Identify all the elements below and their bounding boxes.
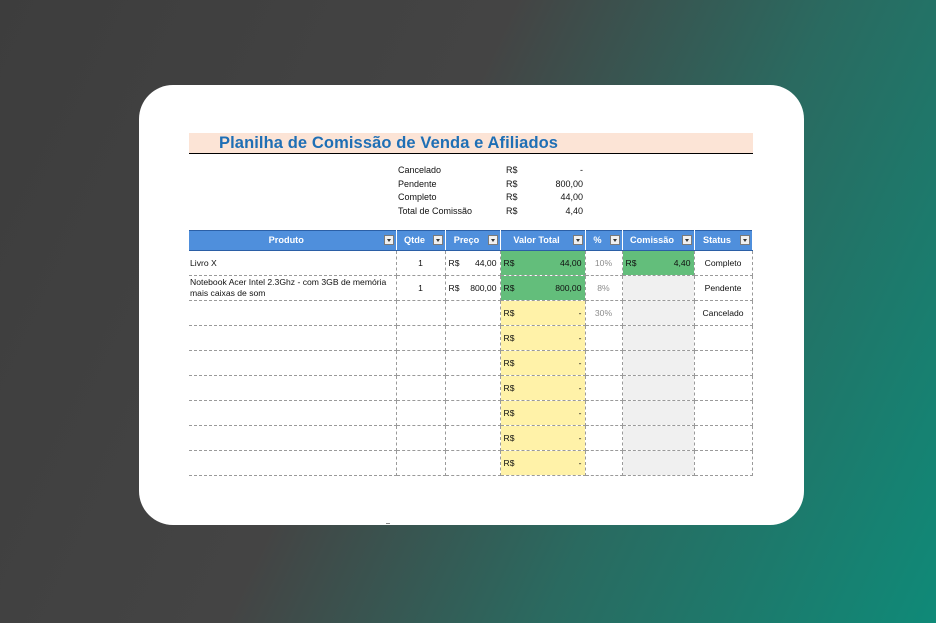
amount: 44,00 <box>474 258 497 268</box>
cell-produto[interactable] <box>189 326 396 351</box>
cell-produto[interactable] <box>189 276 396 301</box>
cell-percent[interactable] <box>585 301 622 326</box>
cell-status[interactable] <box>694 351 752 376</box>
currency-symbol: R$ <box>503 258 515 268</box>
cell-qtde[interactable] <box>396 301 445 326</box>
header-row <box>189 231 752 251</box>
cell-produto[interactable] <box>189 451 396 476</box>
column-header-label: Comissão <box>630 235 674 245</box>
cell-comissao[interactable] <box>622 401 694 426</box>
cell-status[interactable] <box>694 326 752 351</box>
table-row <box>189 401 752 426</box>
cell-comissao[interactable] <box>622 376 694 401</box>
title-bar <box>189 133 753 154</box>
currency-symbol: R$ <box>448 258 460 268</box>
currency-value <box>504 433 582 443</box>
cell-status[interactable] <box>694 401 752 426</box>
summary-currency: R$ <box>506 178 518 189</box>
summary-currency: R$ <box>506 165 518 175</box>
cell-status[interactable] <box>694 301 752 326</box>
dropdown-filter-icon[interactable] <box>573 235 583 245</box>
amount: - <box>578 333 582 343</box>
column-header-label: Qtde <box>404 235 425 245</box>
currency-symbol: R$ <box>503 383 515 393</box>
cell-percent[interactable] <box>585 451 622 476</box>
currency-value <box>626 258 691 268</box>
column-header-label: Status <box>702 235 732 245</box>
cell-valor-total[interactable] <box>500 351 585 376</box>
cell-comissao[interactable] <box>622 276 694 301</box>
cell-preco[interactable] <box>445 426 500 451</box>
column-header-valor-total[interactable] <box>500 231 585 251</box>
cell-comissao[interactable] <box>622 451 694 476</box>
summary-row-cancelado <box>398 165 583 179</box>
cell-percent[interactable] <box>585 376 622 401</box>
cell-percent[interactable] <box>585 326 622 351</box>
amount: 800,00 <box>470 283 497 293</box>
amount: - <box>578 383 582 393</box>
cell-produto[interactable] <box>189 251 396 276</box>
currency-value <box>504 308 582 318</box>
cell-valor-total[interactable] <box>500 276 585 301</box>
currency-symbol: R$ <box>503 358 515 368</box>
cell-comissao[interactable] <box>622 251 694 276</box>
currency-symbol: R$ <box>503 458 515 468</box>
cell-percent[interactable] <box>585 276 622 301</box>
amount: - <box>578 358 582 368</box>
column-header-label: Preço <box>453 235 480 245</box>
summary-currency: R$ <box>506 192 518 202</box>
cell-valor-total[interactable] <box>500 251 585 276</box>
table-row <box>189 276 752 301</box>
currency-value <box>449 283 497 293</box>
cell-preco[interactable] <box>445 451 500 476</box>
percent: 8% <box>597 283 610 293</box>
summary-row-pendente <box>398 179 583 193</box>
cell-comissao[interactable] <box>622 326 694 351</box>
column-header-label: Valor Total <box>513 235 560 245</box>
cell-comissao[interactable] <box>622 426 694 451</box>
currency-symbol: R$ <box>503 433 515 443</box>
currency-value <box>504 283 582 293</box>
amount: - <box>578 433 582 443</box>
dropdown-filter-icon[interactable] <box>384 235 394 245</box>
amount: 800,00 <box>555 283 582 293</box>
column-header-status[interactable] <box>694 231 752 251</box>
summary-value: - <box>580 165 583 175</box>
amount: 44,00 <box>559 258 582 268</box>
product-name: Livro X <box>190 258 217 268</box>
summary-row-completo <box>398 192 583 206</box>
currency-value <box>504 383 582 393</box>
cell-status[interactable] <box>694 276 752 301</box>
column-header-preco[interactable] <box>445 231 500 251</box>
summary-value: 800,00 <box>555 178 583 189</box>
quantity: 1 <box>418 283 423 293</box>
summary-label: Cancelado <box>398 165 442 175</box>
dropdown-filter-icon[interactable] <box>682 235 692 245</box>
currency-symbol: R$ <box>503 308 515 318</box>
currency-value <box>504 408 582 418</box>
cell-qtde[interactable] <box>396 251 445 276</box>
cell-valor-total[interactable] <box>500 401 585 426</box>
currency-value <box>449 258 497 268</box>
cell-valor-total[interactable] <box>500 326 585 351</box>
commission-table <box>189 230 753 476</box>
status-text: Pendente <box>704 283 742 293</box>
cell-valor-total[interactable] <box>500 426 585 451</box>
cell-percent[interactable] <box>585 426 622 451</box>
amount: - <box>578 458 582 468</box>
cell-preco[interactable] <box>445 401 500 426</box>
cell-produto[interactable] <box>189 401 396 426</box>
cell-valor-total[interactable] <box>500 451 585 476</box>
cell-produto[interactable] <box>189 376 396 401</box>
column-header-label: Produto <box>268 235 304 245</box>
cell-preco[interactable] <box>445 326 500 351</box>
cell-produto[interactable] <box>189 351 396 376</box>
amount: 4,40 <box>673 258 691 268</box>
cell-preco[interactable] <box>445 301 500 326</box>
product-name: Notebook Acer Intel 2.3Ghz - com 3GB de memória mais caixas de som <box>190 277 387 298</box>
summary-label: Total de Comissão <box>398 205 473 216</box>
cell-status[interactable] <box>694 426 752 451</box>
quantity: 1 <box>418 258 423 268</box>
cell-preco[interactable] <box>445 276 500 301</box>
currency-value <box>504 358 582 368</box>
summary-row-total-comissao <box>398 206 583 220</box>
table-row <box>189 326 752 351</box>
currency-symbol: R$ <box>503 333 515 343</box>
cell-valor-total[interactable] <box>500 301 585 326</box>
currency-symbol: R$ <box>503 283 515 293</box>
cell-produto[interactable] <box>189 301 396 326</box>
cell-preco[interactable] <box>445 251 500 276</box>
currency-symbol: R$ <box>448 283 460 293</box>
cell-percent[interactable] <box>585 351 622 376</box>
table-row <box>189 301 752 326</box>
cell-qtde[interactable] <box>396 351 445 376</box>
column-header-comissao[interactable] <box>622 231 694 251</box>
table-row <box>189 426 752 451</box>
cell-percent[interactable] <box>585 401 622 426</box>
sheet-title: Planilha de Comissão de Venda e Afiliados <box>219 134 559 152</box>
dropdown-filter-icon[interactable] <box>488 235 498 245</box>
currency-value <box>504 333 582 343</box>
dropdown-filter-icon[interactable] <box>610 235 620 245</box>
cell-preco[interactable] <box>445 351 500 376</box>
cell-fragment <box>386 523 390 524</box>
cell-qtde[interactable] <box>396 401 445 426</box>
summary-value: 44,00 <box>560 192 583 202</box>
cell-status[interactable] <box>694 376 752 401</box>
currency-symbol: R$ <box>625 258 637 268</box>
cell-produto[interactable] <box>189 426 396 451</box>
cell-qtde[interactable] <box>396 276 445 301</box>
cell-qtde[interactable] <box>396 326 445 351</box>
cell-status[interactable] <box>694 451 752 476</box>
cell-comissao[interactable] <box>622 301 694 326</box>
summary-block <box>398 165 583 219</box>
table-row <box>189 451 752 476</box>
status-text: Completo <box>704 258 742 268</box>
currency-value <box>504 258 582 268</box>
percent: 10% <box>594 258 613 268</box>
currency-symbol: R$ <box>503 408 515 418</box>
cell-qtde[interactable] <box>396 426 445 451</box>
cell-status[interactable] <box>694 251 752 276</box>
amount: - <box>578 408 582 418</box>
column-header-label: % <box>593 235 602 245</box>
cell-qtde[interactable] <box>396 451 445 476</box>
column-header-produto[interactable] <box>189 231 396 251</box>
summary-currency: R$ <box>506 205 518 216</box>
table-row <box>189 251 752 276</box>
amount: - <box>578 308 582 318</box>
table-row <box>189 351 752 376</box>
currency-value <box>504 458 582 468</box>
column-header-qtde[interactable] <box>396 231 445 251</box>
status-text: Cancelado <box>702 308 744 318</box>
summary-label: Pendente <box>398 178 437 189</box>
summary-label: Completo <box>398 192 437 202</box>
dropdown-filter-icon[interactable] <box>740 235 750 245</box>
cell-qtde[interactable] <box>396 376 445 401</box>
percent: 30% <box>594 308 613 318</box>
dropdown-filter-icon[interactable] <box>433 235 443 245</box>
cell-comissao[interactable] <box>622 351 694 376</box>
summary-value: 4,40 <box>565 205 583 216</box>
cell-preco[interactable] <box>445 376 500 401</box>
screenshot-card <box>139 85 804 525</box>
cell-valor-total[interactable] <box>500 376 585 401</box>
table-row <box>189 376 752 401</box>
column-header-percent[interactable] <box>585 231 622 251</box>
cell-percent[interactable] <box>585 251 622 276</box>
